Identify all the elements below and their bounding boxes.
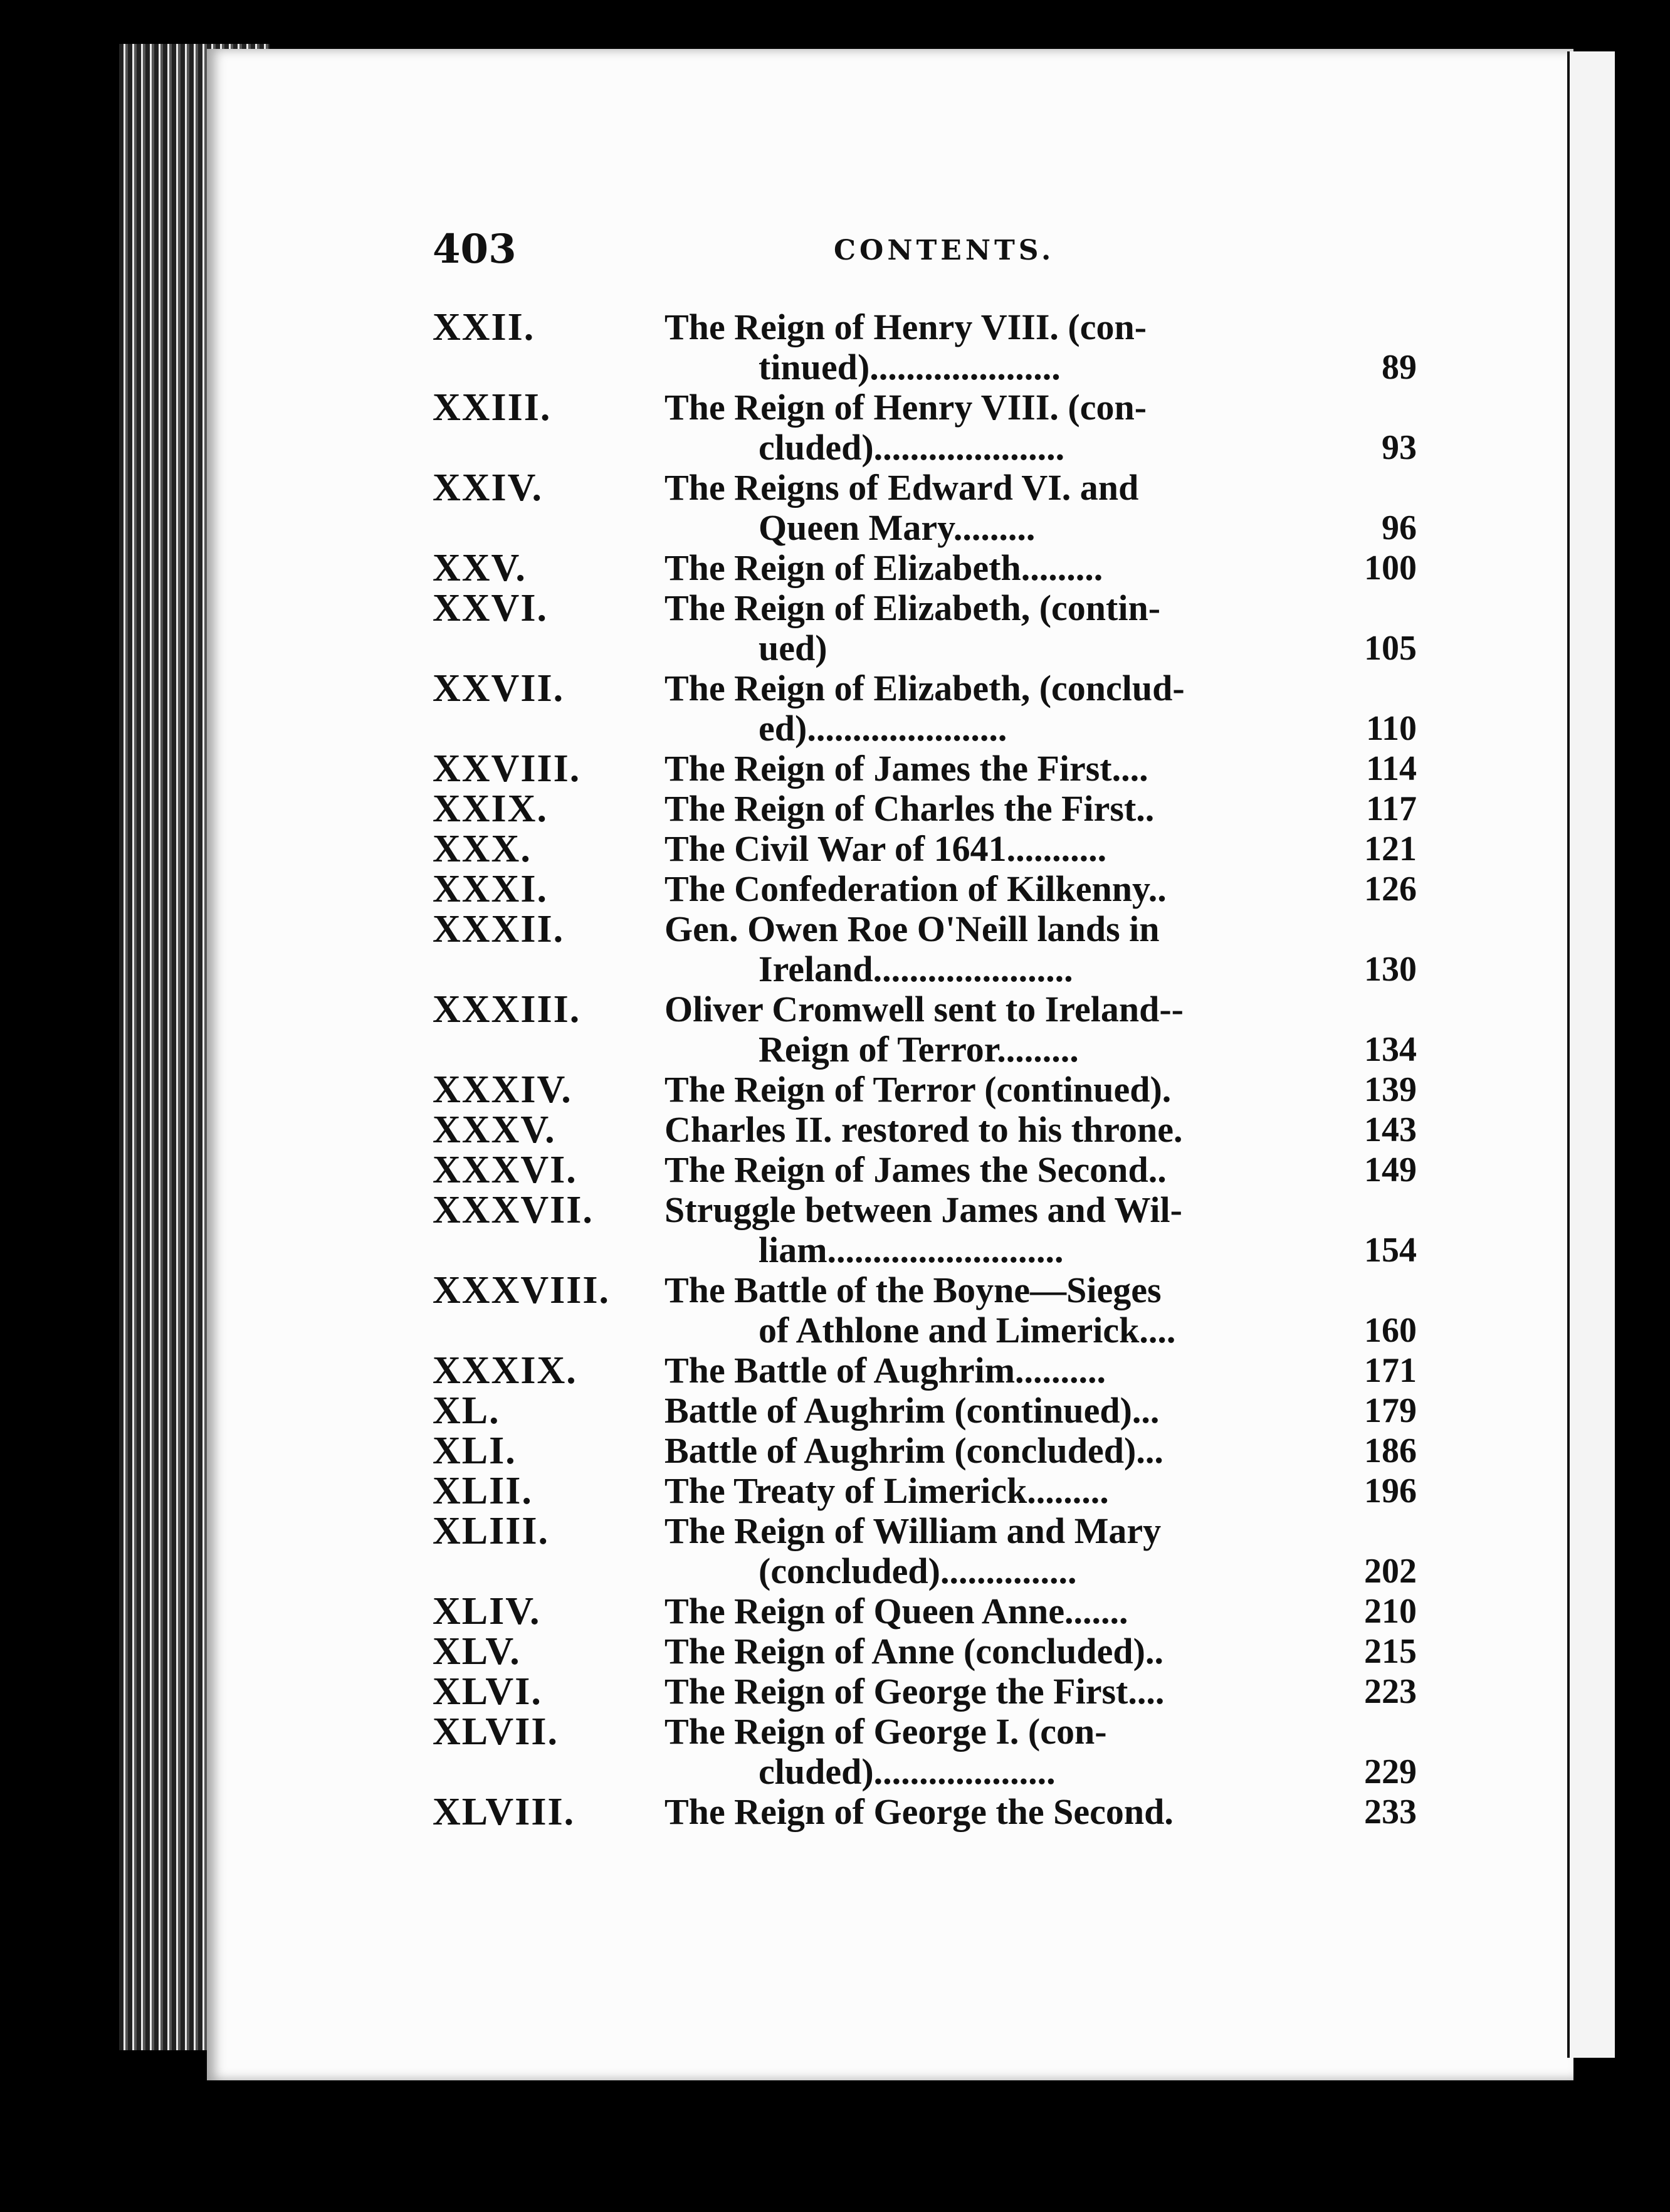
chapter-title-line: The Reign of George I. (con- (664, 1711, 1107, 1752)
chapter-title (664, 1270, 1323, 1351)
page-reference: 121 (1364, 830, 1417, 868)
page-reference: 215 (1364, 1632, 1417, 1671)
chapter-number: XLII. (433, 1470, 533, 1512)
chapter-title (664, 1631, 1323, 1672)
chapter-title (664, 1591, 1323, 1631)
page-reference: 233 (1364, 1793, 1417, 1831)
page-reference: 134 (1364, 1030, 1417, 1069)
chapter-title (664, 1391, 1323, 1431)
page-reference: 149 (1364, 1151, 1417, 1189)
page-reference: 130 (1364, 950, 1417, 989)
page-reference: 171 (1364, 1351, 1417, 1390)
page-reference: 229 (1364, 1752, 1417, 1791)
chapter-number: XXVI. (433, 587, 548, 629)
chapter-title-line: The Reign of James the First.... (664, 748, 1148, 789)
toc-entry (433, 789, 1423, 829)
chapter-title-line: The Reign of Henry VIII. (con- (664, 387, 1147, 428)
chapter-title (664, 789, 1323, 829)
chapter-title (664, 1431, 1323, 1471)
page-reference: 160 (1364, 1311, 1417, 1350)
chapter-number: XXV. (433, 547, 527, 589)
chapter-title-line: The Reign of Elizabeth......... (664, 547, 1103, 588)
chapter-title (664, 909, 1323, 989)
chapter-title-continuation: ued) (759, 628, 827, 668)
page-reference: 110 (1366, 709, 1417, 748)
chapter-number: XXXI. (433, 868, 548, 910)
chapter-number: XXXIX. (433, 1349, 577, 1392)
page-reference: 143 (1364, 1110, 1417, 1149)
page-reference: 126 (1364, 870, 1417, 908)
toc-entry (433, 588, 1423, 668)
toc-entry (433, 1672, 1423, 1712)
page-reference: 89 (1382, 348, 1417, 387)
chapter-title (664, 1190, 1323, 1270)
chapter-number: XXXII. (433, 908, 565, 951)
chapter-number: XXVII. (433, 667, 565, 710)
toc-entry (433, 869, 1423, 909)
page-reference: 105 (1364, 629, 1417, 668)
page-reference: 139 (1364, 1070, 1417, 1109)
chapter-title (664, 1150, 1323, 1190)
chapter-title-line: Struggle between James and Wil- (664, 1189, 1182, 1230)
page-number: 403 (433, 226, 517, 273)
chapter-number: XLIV. (433, 1590, 541, 1633)
chapter-title-continuation: tinued)..................... (759, 347, 1061, 387)
toc-entry (433, 1712, 1423, 1792)
chapter-title-continuation: ed)...................... (759, 708, 1007, 749)
chapter-title-line: The Civil War of 1641........... (664, 828, 1107, 869)
chapter-title-line: The Reign of William and Mary (664, 1510, 1162, 1551)
chapter-title (664, 749, 1323, 789)
chapter-title-line: The Battle of Aughrim.......... (664, 1350, 1106, 1391)
chapter-title-line: The Reign of Charles the First.. (664, 788, 1155, 829)
toc-entry (433, 468, 1423, 548)
chapter-number: XLVIII. (433, 1791, 575, 1833)
chapter-title-line: Battle of Aughrim (concluded)... (664, 1430, 1163, 1471)
chapter-title-continuation: cluded).................... (759, 1751, 1056, 1792)
chapter-title (664, 1712, 1323, 1792)
chapter-title (664, 989, 1323, 1070)
chapter-title-line: Battle of Aughrim (continued)... (664, 1390, 1160, 1431)
chapter-title-line: Charles II. restored to his throne. (664, 1109, 1183, 1150)
chapter-title (664, 1070, 1323, 1110)
chapter-number: XXII. (433, 306, 535, 349)
chapter-title (664, 307, 1323, 387)
chapter-title (664, 548, 1323, 588)
toc-entry (433, 1351, 1423, 1391)
page-header (433, 226, 1335, 282)
chapter-number: XLVI. (433, 1670, 542, 1713)
toc-entry (433, 1792, 1423, 1832)
chapter-title-line: The Confederation of Kilkenny.. (664, 868, 1167, 909)
running-head: CONTENTS. (834, 234, 1055, 266)
toc-entry (433, 1391, 1423, 1431)
page-reference: 202 (1364, 1552, 1417, 1591)
facing-page-edge (1567, 51, 1615, 2058)
page-reference: 223 (1364, 1672, 1417, 1711)
page-reference: 117 (1366, 789, 1417, 828)
chapter-number: XXXVII. (433, 1189, 594, 1231)
toc-entry (433, 1270, 1423, 1351)
toc-entry (433, 749, 1423, 789)
chapter-number: XLV. (433, 1630, 521, 1673)
chapter-number: XXXVIII. (433, 1269, 610, 1312)
chapter-title-continuation: Queen Mary......... (759, 507, 1036, 548)
chapter-title-line: Gen. Owen Roe O'Neill lands in (664, 908, 1160, 949)
toc-entry (433, 909, 1423, 989)
page-reference: 114 (1366, 749, 1417, 788)
chapter-title (664, 588, 1323, 668)
chapter-title-line: The Reign of Henry VIII. (con- (664, 307, 1147, 347)
page-reference: 210 (1364, 1592, 1417, 1631)
chapter-title-continuation: cluded)..................... (759, 427, 1065, 468)
toc-entry (433, 1511, 1423, 1591)
chapter-title-continuation: of Athlone and Limerick.... (759, 1310, 1176, 1351)
chapter-number: XXIV. (433, 466, 543, 509)
chapter-title (664, 668, 1323, 749)
chapter-title (664, 1351, 1323, 1391)
chapter-title (664, 869, 1323, 909)
chapter-number: XXXIV. (433, 1068, 572, 1111)
page-reference: 93 (1382, 428, 1417, 467)
page-reference: 186 (1364, 1431, 1417, 1470)
chapter-number: XXXV. (433, 1109, 556, 1151)
chapter-title (664, 1110, 1323, 1150)
chapter-title-line: The Reign of George the Second. (664, 1791, 1174, 1832)
chapter-title-line: The Reign of Anne (concluded).. (664, 1631, 1163, 1672)
chapter-number: XLVII. (433, 1710, 559, 1753)
chapter-number: XLIII. (433, 1510, 550, 1552)
chapter-number: XXIX. (433, 787, 548, 830)
toc-entry (433, 989, 1423, 1070)
chapter-title (664, 1511, 1323, 1591)
chapter-title (664, 468, 1323, 548)
toc-entry (433, 1070, 1423, 1110)
toc-entry (433, 1190, 1423, 1270)
chapter-number: XLI. (433, 1430, 517, 1472)
chapter-title-line: The Reign of James the Second.. (664, 1149, 1167, 1190)
chapter-title-line: Oliver Cromwell sent to Ireland-- (664, 989, 1184, 1030)
toc-entry (433, 668, 1423, 749)
toc-entry (433, 1631, 1423, 1672)
page-reference: 154 (1364, 1231, 1417, 1270)
chapter-number: XXIII. (433, 386, 552, 429)
chapter-title-line: The Treaty of Limerick......... (664, 1470, 1109, 1511)
chapter-title-line: The Battle of the Boyne—Sieges (664, 1270, 1162, 1310)
chapter-title-line: The Reigns of Edward VI. and (664, 467, 1139, 508)
chapter-title-line: The Reign of Elizabeth, (contin- (664, 587, 1161, 628)
chapter-title (664, 387, 1323, 468)
toc-entry (433, 1431, 1423, 1471)
chapter-number: XXXVI. (433, 1149, 577, 1191)
table-of-contents (433, 307, 1423, 1832)
page-reference: 96 (1382, 508, 1417, 547)
chapter-title-line: The Reign of Queen Anne....... (664, 1591, 1128, 1631)
toc-entry (433, 1471, 1423, 1511)
chapter-title (664, 1672, 1323, 1712)
chapter-number: XXX. (433, 828, 532, 870)
chapter-number: XL. (433, 1389, 500, 1432)
page-reference: 196 (1364, 1472, 1417, 1510)
chapter-title-line: The Reign of Elizabeth, (conclud- (664, 668, 1185, 708)
page-reference: 100 (1364, 549, 1417, 587)
toc-entry (433, 387, 1423, 468)
chapter-title (664, 1471, 1323, 1511)
chapter-title (664, 829, 1323, 869)
toc-entry (433, 1150, 1423, 1190)
toc-entry (433, 307, 1423, 387)
chapter-title-continuation: Ireland...................... (759, 949, 1073, 989)
chapter-title-line: The Reign of George the First.... (664, 1671, 1165, 1712)
chapter-title (664, 1792, 1323, 1832)
toc-entry (433, 829, 1423, 869)
chapter-title-continuation: liam.......................... (759, 1230, 1064, 1270)
chapter-title-line: The Reign of Terror (continued). (664, 1069, 1172, 1110)
chapter-number: XXVIII. (433, 747, 581, 790)
chapter-title-continuation: Reign of Terror......... (759, 1029, 1079, 1070)
toc-entry (433, 1591, 1423, 1631)
toc-entry (433, 548, 1423, 588)
page-reference: 179 (1364, 1391, 1417, 1430)
chapter-title-continuation: (concluded)............... (759, 1551, 1077, 1591)
chapter-number: XXXIII. (433, 988, 581, 1031)
toc-entry (433, 1110, 1423, 1150)
